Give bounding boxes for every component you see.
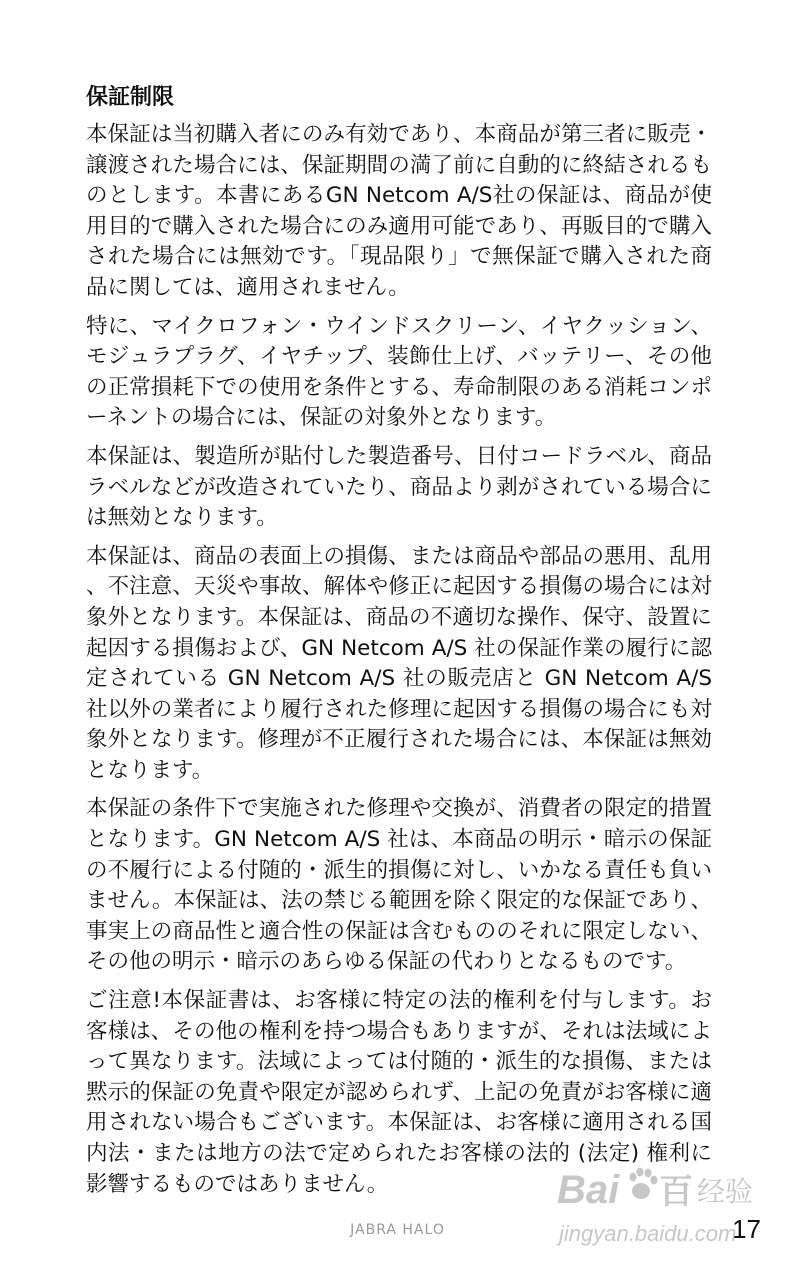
section-heading: 保証制限 bbox=[86, 85, 175, 110]
warranty-section bbox=[86, 82, 712, 1208]
paragraph-2: 特に、マイクロフォン・ウインドスクリーン、イヤクッション、モジュラプラグ、イヤチップ、装飾仕上げ、バッテリー、その他の正常損耗下での使用を条件とする、寿命制限のある消耗コンポーネントの場合には、保証の対象外となります。 bbox=[86, 313, 712, 431]
paragraph-5: 本保証の条件下で実施された修理や交換が、消費者の限定的措置となります。GN Netcom A/S 社は、本商品の明示・暗示の保証の不履行による付随的・派生的損傷に対し、いかなる責任も負いません。本保証は、法の禁じる範囲を除く限定的な保証であり、事実上の商品性と適合性の保証は含むもののそれに限定しない、その他の明示・暗示のあらゆる保証の代わりとなるものです。 bbox=[86, 796, 712, 975]
baidu-watermark bbox=[555, 1155, 760, 1255]
watermark-logo-cn: 经验 bbox=[697, 1176, 754, 1207]
paragraph-4: 本保証は、商品の表面上の損傷、または商品や部品の悪用、乱用、不注意、天災や事故、解体や修正に起因する損傷の場合には対象外となります。本保証は、商品の不適切な操作、保守、設置に起因する損傷および、GN Netcom A/S 社の保証作業の履行に認定されている GN Netcom A/S 社の販売店と GN Netcom A/S 社以外の業者により履行された修理に起因する損傷の場合にも対象外となります。修理が不正履行された場合には、本保証は無効となります。 bbox=[86, 543, 712, 783]
paw-icon bbox=[630, 1168, 658, 1200]
page-number: 17 bbox=[732, 1214, 761, 1244]
paragraph-3: 本保証は、製造所が貼付した製造番号、日付コードラベル、商品ラベルなどが改造されていたり、商品より剥がされている場合には無効となります。 bbox=[86, 443, 712, 531]
paragraph-1: 本保証は当初購入者にのみ有効であり、本商品が第三者に販売・譲渡された場合には、保証期間の満了前に自動的に終結されるものとします。本書にあるGN Netcom A/S社の保証は、商品が使用目的で購入された場合にのみ適用可能であり、再販目的で購入された場合には無効です。「現品限り」で無保証で購入された商品に関しては、適用されません。 bbox=[86, 122, 712, 300]
watermark-logo-suffix: 百 bbox=[659, 1173, 693, 1211]
paragraph-6: ご注意!本保証書は、お客様に特定の法的権利を付与します。お客様は、その他の権利を持つ場合もありますが、それは法域によって異なります。法域によっては付随的・派生的な損傷、または黙示的保証の免責や限定が認められず、上記の免責がお客様に適用されない場合もございます。本保証は、お客様に適用される国内法・または地方の法で定められたお客様の法的 (法定) 権利に影響するものではありません。 bbox=[86, 988, 712, 1197]
watermark-logo-prefix: Bai bbox=[557, 1168, 620, 1212]
footer-brand: JABRA HALO bbox=[350, 1222, 445, 1238]
watermark-url: jingyan.baidu.com bbox=[559, 1221, 737, 1246]
